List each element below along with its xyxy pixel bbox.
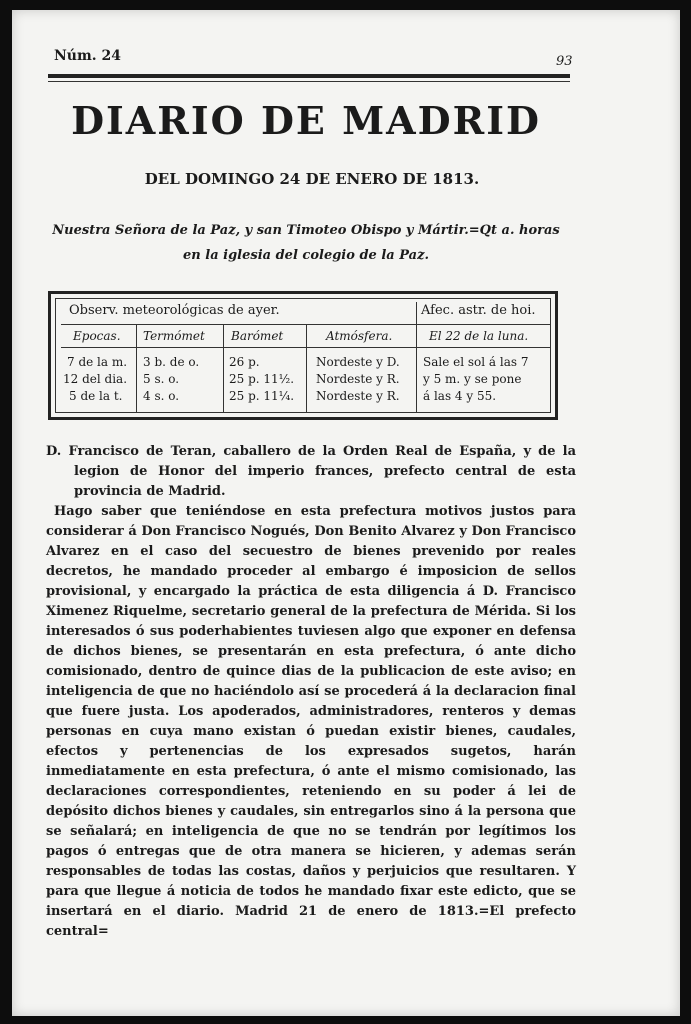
article-body: Hago saber que teniéndose en esta prefectura motivos justos para considerar á Don Francisco Nogués, Don Benito Alvarez y Don Francisco Alvarez en el caso del secuestro de bienes prevenido por reales decretos, he mandado proceder al embargo é imposicion de sellos provisional, y encargado la práctica de esta diligencia á D. Francisco Ximenez Riquelme, secretario general de la prefectura de Mérida. Si los interesados ó sus poderhabientes tuviesen algo que exponer en defensa de dichos bienes, se presentarán en esta prefectura, ó ante dicho comisionado, dentro de quince dias de la publicacion de este aviso; en inteligencia de que no haciéndolo así se procederá á la declaracion final que fuere justa. Los apoderados, administradores, renteros y demas personas en cuya mano existan ó puedan existir bienes, caudales, efectos y pertenencias de los expresados sugetos, harán inmediatamente en esta prefectura, ó ante el mismo comisionado, las declaraciones correspondientes, reteniendo en su poder á lei de depósito dichos bienes y caudales, sin entregarlos sino á la persona que se señalará; en inteligencia de que no se tendrán por legítimos los pagos ó entregas que de otra manera se hicieren, y ademas serán responsables de todas las costas, daños y perjuicios que resultaren. Y para que llegue á noticia de todos he mandado fixar este edicto, que se insertará en el diario. Madrid 21 de enero de 1813.=El prefecto central=: [46, 504, 576, 939]
header-rule-thin: [48, 81, 570, 82]
col-luna: El 22 de la luna.: [429, 329, 529, 343]
col-barometro: Barómet: [231, 329, 284, 343]
saints-line-2: en la iglesia del colegio de la Paz.: [183, 248, 429, 263]
epoca-2: 12 del dia.: [63, 372, 128, 386]
barometro-3: 25 p. 11¼.: [229, 389, 295, 403]
weather-table: [48, 291, 558, 420]
termometro-1: 3 b. de o.: [143, 355, 200, 369]
col-epocas: Epocas.: [73, 329, 121, 343]
astro-line-3: á las 4 y 55.: [423, 389, 497, 403]
masthead-title: DIARIO DE MADRID: [71, 98, 541, 143]
col-divider-1: [136, 324, 137, 412]
atmosfera-2: Nordeste y R.: [316, 372, 400, 386]
page-number: 93: [556, 54, 573, 69]
termometro-3: 4 s. o.: [143, 389, 180, 403]
barometro-1: 26 p.: [229, 355, 260, 369]
saints-line-1: Nuestra Señora de la Paz, y san Timoteo Obispo y Mártir.=Qt a. horas: [52, 223, 560, 238]
issue-number: Núm. 24: [54, 48, 122, 64]
issue-date: DEL DOMINGO 24 DE ENERO DE 1813.: [144, 170, 480, 188]
epoca-1: 7 de la m.: [67, 355, 128, 369]
barometro-2: 25 p. 11½.: [229, 372, 295, 386]
col-divider-2: [223, 324, 224, 412]
observations-title: Observ. meteorológicas de ayer.: [69, 303, 280, 318]
astro-title: Afec. astr. de hoi.: [421, 303, 536, 318]
epoca-3: 5 de la t.: [69, 389, 123, 403]
header-rule-thick: [48, 74, 570, 78]
article-lead: D. Francisco de Teran, caballero de la Orden Real de España, y de la legion de Honor del imperio frances, prefecto central de esta provincia de Madrid.: [46, 444, 576, 499]
astro-line-1: Sale el sol á las 7: [423, 355, 529, 369]
atmosfera-3: Nordeste y R.: [316, 389, 400, 403]
col-termometro: Termómet: [143, 329, 205, 343]
col-atmosfera: Atmósfera.: [326, 329, 393, 343]
atmosfera-1: Nordeste y D.: [316, 355, 400, 369]
astro-line-2: y 5 m. y se pone: [423, 372, 522, 386]
article: [46, 442, 576, 942]
termometro-2: 5 s. o.: [143, 372, 180, 386]
newspaper-page: [12, 10, 680, 1016]
col-divider-3: [306, 324, 307, 412]
col-divider-4: [416, 302, 417, 412]
